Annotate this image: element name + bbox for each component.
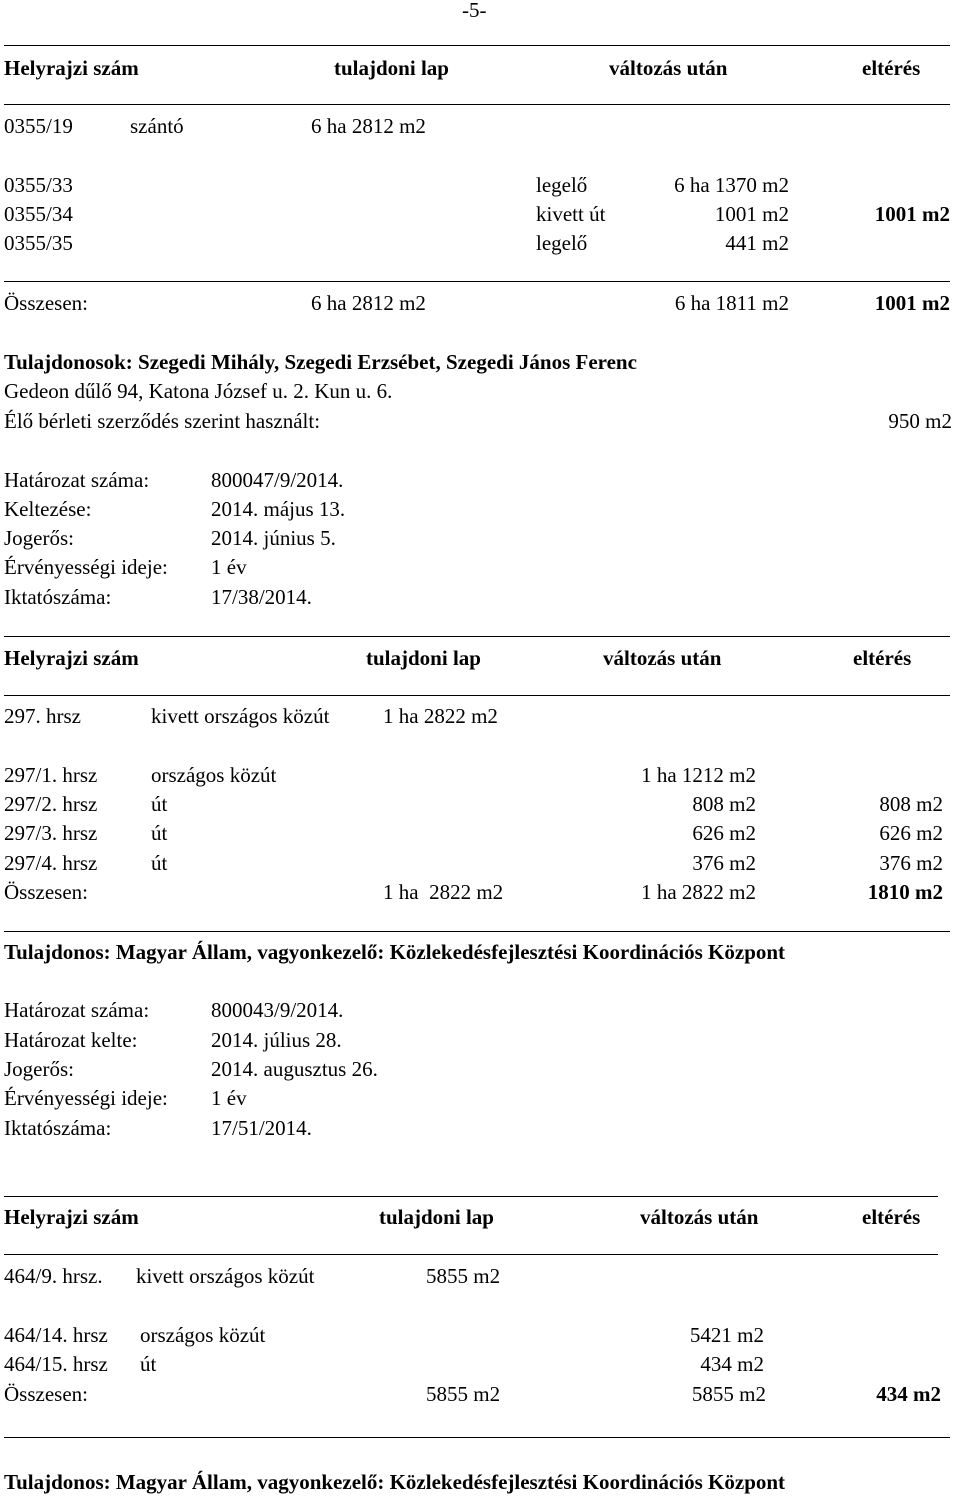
original-parcel-type: kivett országos közút bbox=[136, 1264, 315, 1288]
col-header-after-change: változás után bbox=[640, 1205, 759, 1229]
parcel-id: 297/2. hrsz bbox=[4, 792, 98, 816]
total-after-area: 1 ha 2822 m2 bbox=[641, 880, 756, 904]
col-header-difference: eltérés bbox=[862, 1205, 921, 1229]
decision-value: 2014. július 28. bbox=[211, 1028, 342, 1052]
parcel-difference: 808 m2 bbox=[879, 792, 943, 816]
decision-label: Határozat száma: bbox=[4, 468, 150, 492]
original-parcel-type: kivett országos közút bbox=[151, 704, 330, 728]
total-label: Összesen: bbox=[4, 1382, 88, 1406]
total-after-area: 6 ha 1811 m2 bbox=[674, 291, 789, 315]
total-title-area: 1 ha 2822 m2 bbox=[383, 880, 504, 904]
decision-value: 17/38/2014. bbox=[211, 585, 312, 609]
original-parcel-id: 0355/19 bbox=[4, 114, 73, 138]
parcel-area: 626 m2 bbox=[692, 821, 756, 845]
parcel-area: 1001 m2 bbox=[714, 202, 789, 226]
col-header-parcel: Helyrajzi szám bbox=[4, 1205, 139, 1229]
rule bbox=[4, 1254, 938, 1255]
total-label: Összesen: bbox=[4, 291, 88, 315]
parcel-id: 0355/35 bbox=[4, 231, 73, 255]
decision-label: Jogerős: bbox=[4, 526, 74, 550]
rule bbox=[4, 281, 950, 282]
decision-value: 800047/9/2014. bbox=[211, 468, 344, 492]
parcel-type: út bbox=[140, 1352, 157, 1376]
parcel-area: 441 m2 bbox=[725, 231, 789, 255]
decision-value: 2014. augusztus 26. bbox=[211, 1057, 378, 1081]
decision-label: Iktatószáma: bbox=[4, 1116, 112, 1140]
original-parcel-area: 6 ha 2812 m2 bbox=[311, 114, 426, 138]
parcel-type: legelő bbox=[536, 173, 588, 197]
decision-value: 2014. június 5. bbox=[211, 526, 336, 550]
rule bbox=[4, 104, 950, 105]
decision-label: Érvényességi ideje: bbox=[4, 1086, 168, 1110]
parcel-area: 434 m2 bbox=[700, 1352, 764, 1376]
parcel-id: 297/3. hrsz bbox=[4, 821, 98, 845]
decision-value: 17/51/2014. bbox=[211, 1116, 312, 1140]
rule bbox=[4, 695, 950, 696]
decision-label: Keltezése: bbox=[4, 497, 92, 521]
original-parcel-area: 1 ha 2822 m2 bbox=[383, 704, 498, 728]
parcel-id: 297/1. hrsz bbox=[4, 763, 98, 787]
total-title-area: 5855 m2 bbox=[426, 1382, 501, 1406]
col-header-difference: eltérés bbox=[853, 646, 912, 670]
decision-label: Határozat száma: bbox=[4, 998, 150, 1022]
original-parcel-type: szántó bbox=[130, 114, 184, 138]
parcel-area: 5421 m2 bbox=[689, 1323, 764, 1347]
parcel-type: kivett út bbox=[536, 202, 606, 226]
col-header-difference: eltérés bbox=[862, 56, 921, 80]
lease-value: 950 m2 bbox=[888, 409, 952, 433]
parcel-type: országos közút bbox=[151, 763, 277, 787]
page-number: -5- bbox=[462, 0, 487, 22]
parcel-id: 464/14. hrsz bbox=[4, 1323, 108, 1347]
parcel-difference: 1001 m2 bbox=[874, 202, 950, 226]
parcel-type: országos közút bbox=[140, 1323, 266, 1347]
parcel-type: legelő bbox=[536, 231, 588, 255]
rule bbox=[4, 1437, 950, 1438]
decision-value: 800043/9/2014. bbox=[211, 998, 344, 1022]
decision-value: 1 év bbox=[211, 555, 247, 579]
parcel-area: 6 ha 1370 m2 bbox=[674, 173, 789, 197]
lease-label: Élő bérleti szerződés szerint használt: bbox=[4, 409, 321, 433]
decision-value: 1 év bbox=[211, 1086, 247, 1110]
address-line: Gedeon dűlő 94, Katona József u. 2. Kun u. 6. bbox=[4, 379, 393, 403]
parcel-area: 808 m2 bbox=[692, 792, 756, 816]
original-parcel-id: 464/9. hrsz. bbox=[4, 1264, 103, 1288]
decision-label: Iktatószáma: bbox=[4, 585, 112, 609]
col-header-parcel: Helyrajzi szám bbox=[4, 56, 139, 80]
decision-value: 2014. május 13. bbox=[211, 497, 346, 521]
parcel-type: út bbox=[151, 792, 168, 816]
decision-label: Érvényességi ideje: bbox=[4, 555, 168, 579]
owners-line: Tulajdonosok: Szegedi Mihály, Szegedi Erzsébet, Szegedi János Ferenc bbox=[4, 350, 637, 374]
parcel-id: 464/15. hrsz bbox=[4, 1352, 108, 1376]
owner-line: Tulajdonos: Magyar Állam, vagyonkezelő: Közlekedésfejlesztési Koordinációs Központ bbox=[4, 1470, 786, 1494]
parcel-type: út bbox=[151, 821, 168, 845]
parcel-difference: 626 m2 bbox=[879, 821, 943, 845]
col-header-after-change: változás után bbox=[603, 646, 722, 670]
decision-label: Jogerős: bbox=[4, 1057, 74, 1081]
parcel-area: 376 m2 bbox=[692, 851, 756, 875]
rule bbox=[4, 45, 950, 46]
parcel-id: 297/4. hrsz bbox=[4, 851, 98, 875]
owner-line: Tulajdonos: Magyar Állam, vagyonkezelő: Közlekedésfejlesztési Koordinációs Központ bbox=[4, 940, 786, 964]
total-difference: 1001 m2 bbox=[874, 291, 950, 315]
original-parcel-id: 297. hrsz bbox=[4, 704, 81, 728]
total-after-area: 5855 m2 bbox=[691, 1382, 766, 1406]
parcel-type: út bbox=[151, 851, 168, 875]
parcel-area: 1 ha 1212 m2 bbox=[641, 763, 756, 787]
col-header-parcel: Helyrajzi szám bbox=[4, 646, 139, 670]
col-header-title-sheet: tulajdoni lap bbox=[366, 646, 481, 670]
parcel-id: 0355/33 bbox=[4, 173, 73, 197]
original-parcel-area: 5855 m2 bbox=[426, 1264, 501, 1288]
rule bbox=[4, 931, 950, 932]
rule bbox=[4, 1196, 938, 1197]
col-header-after-change: változás után bbox=[609, 56, 728, 80]
total-title-area: 6 ha 2812 m2 bbox=[311, 291, 426, 315]
total-difference: 1810 m2 bbox=[867, 880, 943, 904]
decision-label: Határozat kelte: bbox=[4, 1028, 138, 1052]
total-difference: 434 m2 bbox=[876, 1382, 941, 1406]
parcel-id: 0355/34 bbox=[4, 202, 73, 226]
parcel-difference: 376 m2 bbox=[879, 851, 943, 875]
col-header-title-sheet: tulajdoni lap bbox=[379, 1205, 494, 1229]
col-header-title-sheet: tulajdoni lap bbox=[334, 56, 449, 80]
total-label: Összesen: bbox=[4, 880, 88, 904]
rule bbox=[4, 636, 950, 637]
